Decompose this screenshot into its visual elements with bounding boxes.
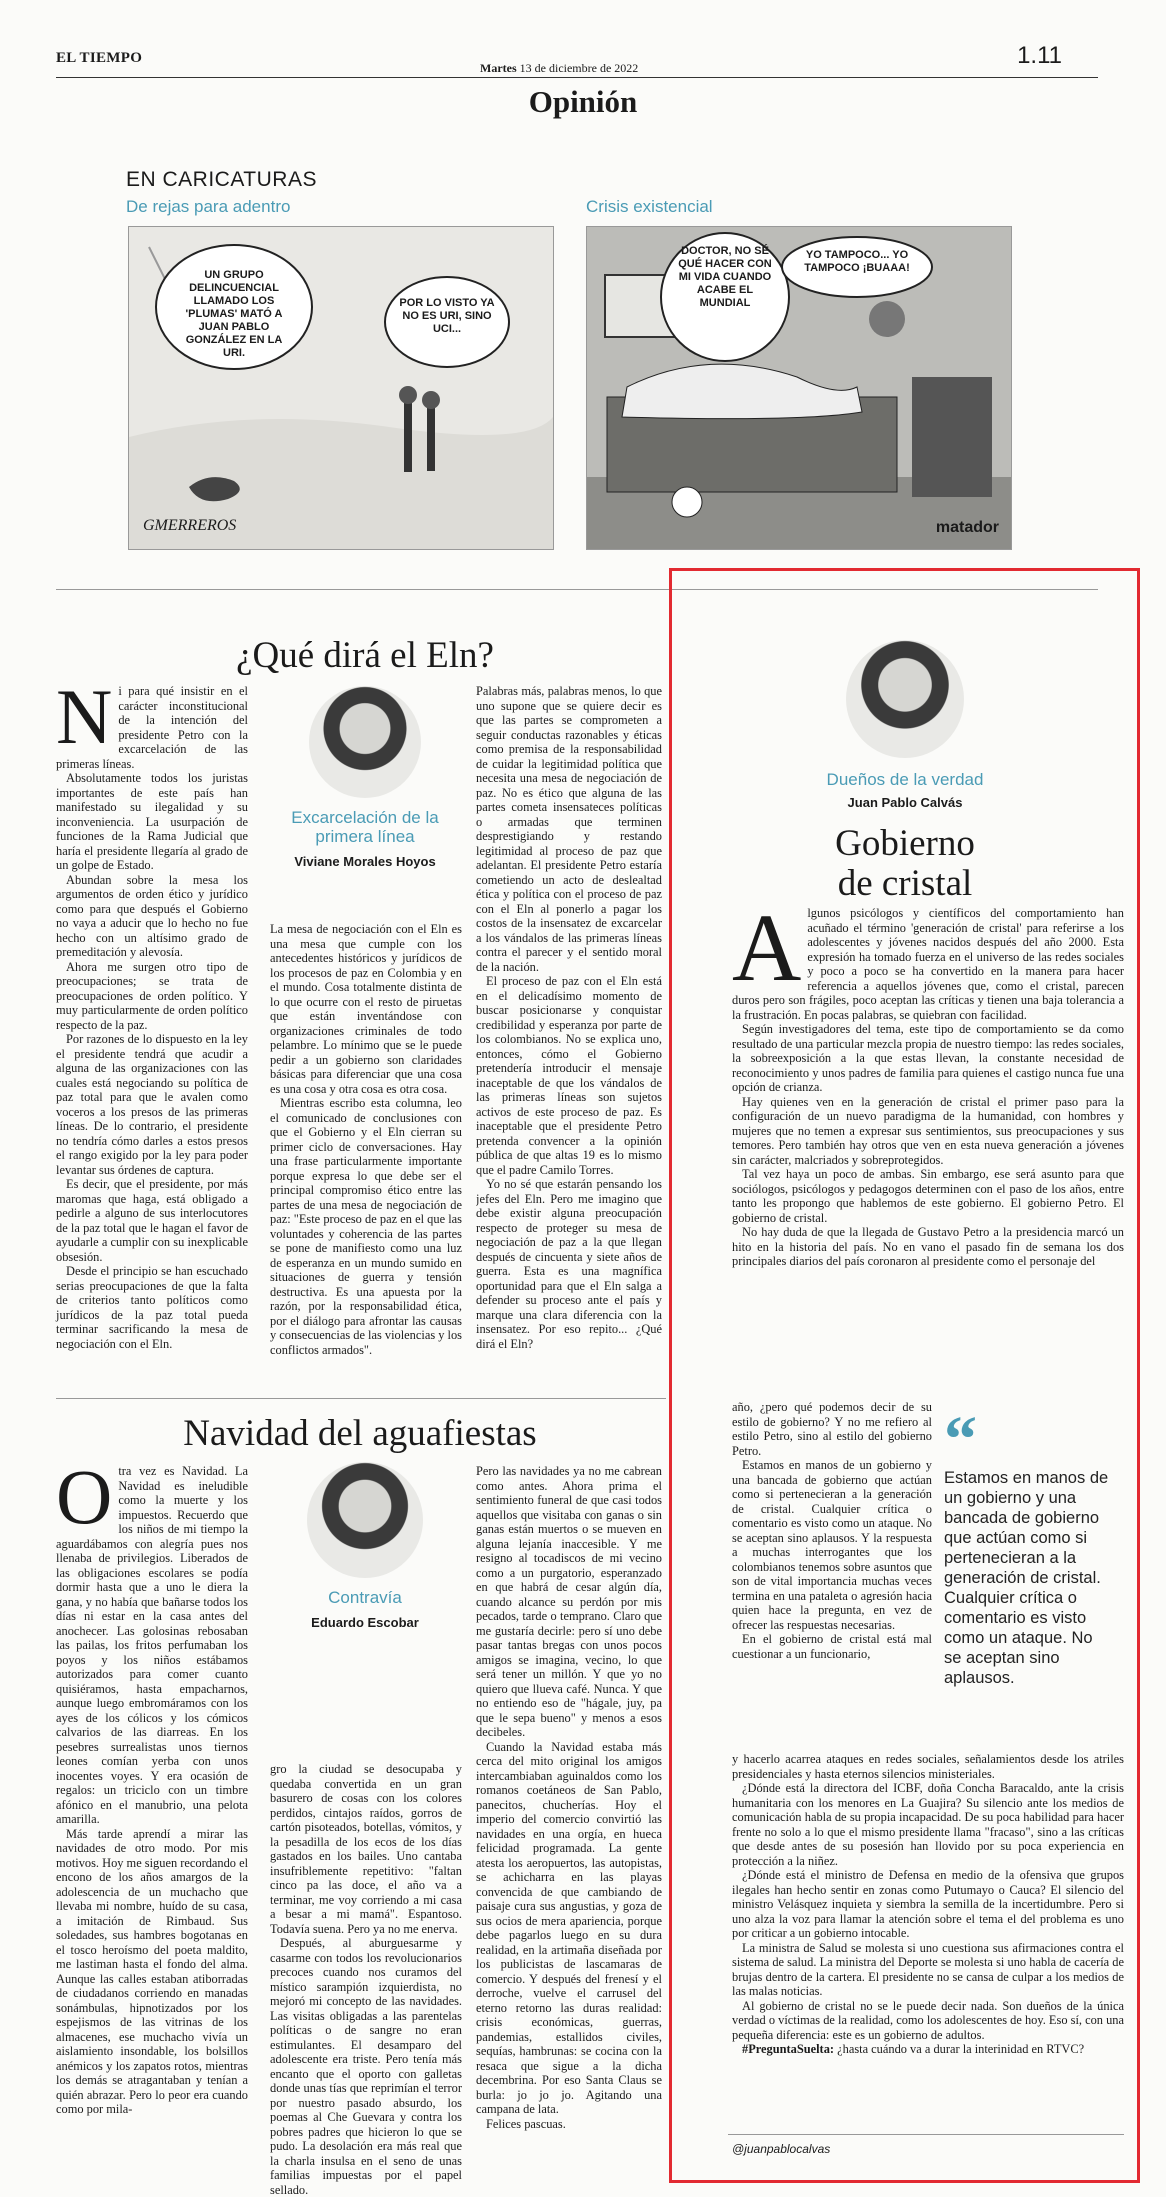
article-navidad-col1 [56, 1453, 249, 2117]
masthead-date [480, 61, 638, 76]
cartoon-left [128, 226, 554, 550]
paragraph: Es decir, que el presidente, por más maromas que haga, está obligado a pedirle a alguno de sus interlocutores de la paz total que le hagan el favor de ayudarle a cumplir con su inexplicable obsesión. [56, 1177, 248, 1264]
paragraph: i para qué insistir en el carácter inconstitucional de la intención del presidente Petro con la excarcelación de las primeras líneas. [56, 684, 248, 771]
article-navidad-col3 [476, 1464, 662, 2170]
paragraph: ¿Dónde está la directora del ICBF, doña Concha Baracaldo, ante la crisis humanitaria con los menores en La Guajira? Su silencio ante los medios de comunicación habla de su propia incapacidad. De su poca habilidad para hacer frente no solo a lo que el mismo presidente llama "fracaso", sino a las críticas que desde antes de su posesión han llovido por su poca experiencia en protección a la niñez. [732, 1781, 1124, 1868]
article-cristal-dropcap: A [732, 894, 802, 1001]
paragraph: El proceso de paz con el Eln está en el delicadísimo momento de buscar posicionarse y conquistar credibilidad y esperanza por parte de los colombianos. No se explica uno, entonces, cómo el Gobierno pretendería introducir el mensaje inaceptable de que los vándalos de las primeras líneas son sujetos activos de este proceso de paz. Es inaceptable que el presidente Petro pretenda convencer a la opinión pública de que altas 19 es lo mismo que el padre Camilo Torres. [476, 974, 662, 1177]
cartoon-left-signature: GMERREROS [143, 517, 237, 534]
section-title: Opinión [528, 84, 638, 119]
cartoon-left-bubble-2: POR LO VISTO YA NO ES URI, SINO UCI... [399, 297, 495, 335]
cartoon-right [586, 226, 1012, 550]
paragraph: Desde el principio se han escuchado serias preocupaciones de que la falta de criterios tanto políticos como jurídicos de la paz total pueda terminar sacrificando la mesa de negociación con el Eln. [56, 1264, 248, 1351]
paragraph: En el gobierno de cristal está mal cuestionar a un funcionario, [732, 1632, 932, 1661]
paragraph: No hay duda de que la llegada de Gustavo Petro a la presidencia marcó un hito en la historia del país. No en vano el pasado fin de semana los dos principales diarios del país coronaron al presidente como el personaje del [732, 1225, 1124, 1268]
paragraph: Palabras más, palabras menos, lo que uno supone que se quiere decir es que las partes se comprometen a seguir conductas razonables y éticas como premisa de la responsabilidad de cuidar la legitimidad política que necesita una mesa de negociación de paz. No es ético que alguna de las partes cometa insensateces políticas o armadas que terminen desprestigiando y restando legitimidad al proceso de paz que adelantan. El presidente Petro estaría cometiendo un acto de deslealtad ética y política con el proceso de paz con el Eln al ponerlo a pagar los costos de la insensatez de excarcelar a los vándalos de las primeras líneas contra el parecer y el sentido moral de la nación. [476, 684, 662, 974]
article-cristal-body-top [732, 894, 1124, 1269]
page-number: 1.11 [1017, 42, 1062, 69]
cartoon-left-bubble-1: UN GRUPO DELINCUENCIAL LLAMADO LOS 'PLUMAS' MATÓ A JUAN PABLO GONZÁLEZ EN LA URI. [185, 269, 283, 359]
article-navidad-author-block [272, 1462, 458, 1630]
cartoon-left-title: De rejas para adentro [126, 197, 291, 216]
article-divider [56, 1398, 666, 1399]
cartoon-right-title: Crisis existencial [586, 197, 713, 216]
article-eln-column-name: Excarcelación de la primera línea [291, 808, 439, 846]
paragraph: lgunos psicólogos y científicos del comportamiento han acuñado el término 'generación de cristal' para referirse a los adolescentes y jóvenes nacidos después del año 2000. Esta expresión ha tomado fuerza en el universo de las redes sociales y poco a poco se ha convertido en la manera para hacer referencia a aquellos jóvenes que, como el cristal, parecen duros pero son frágiles, poco aceptan las críticas y tienen una baja tolerancia a la frustración. En pocas palabras, se quiebran con facilidad. [732, 906, 1124, 1022]
paragraph: La ministra de Salud se molesta si uno cuestiona sus afirmaciones contra el sistema de salud. La ministra del Deporte se molesta si uno habla de cacería de brujas dentro de la cartera. El presidente no se cansa de culpar a los medios de las malas noticias. [732, 1940, 1124, 1998]
article-cristal-body-bottom [732, 1752, 1124, 2057]
article-cristal-body-narrow [732, 1400, 932, 1661]
closing-question: ¿hasta cuándo va a durar la interinidad en RTVC? [837, 2042, 1085, 2056]
paragraph: La mesa de negociación con el Eln es una mesa que cumple con los antecedentes históricos y jurídicos de los procesos de paz en Colombia y en el mundo. Cosa totalmente distinta de lo que ocurre con el resto de piruetas que están inventándose con organizaciones criminales de todo pelambre. Lo mínimo que se le puede pedir a un gobierno son claridades básicas para diferenciar que una cosa es una cosa y otra cosa es otra cosa. [270, 922, 462, 1096]
paragraph: Hay quienes ven en la generación de cristal el primer paso para la configuración de un nuevo paradigma de la humanidad, con hombres y mujeres que no temen a expresar sus sentimientos, sus preocupaciones y sus temores. Pero también hay otros que ven en esta nueva generación a jóvenes sin carácter, malcriados y sobreprotegidos. [732, 1094, 1124, 1167]
handle-divider [728, 2134, 1124, 2135]
article-cristal-title-line1: Gobierno [835, 823, 975, 864]
article-cristal-column-name: Dueños de la verdad [826, 770, 984, 789]
article-eln-title: ¿Qué dirá el Eln? [236, 635, 494, 676]
paragraph: Estamos en manos de un gobierno y una bancada de gobierno que actúan como si pertenecieran a la generación de cristal. Cualquier crítica o comentario es visto como un ataque. No se aceptan sino aplausos. Y la respuesta a muchas interrogantes que los colombianos tenemos sobre asuntos que son de vital importancia muchas veces termina en una pataleta o agresión hacia quien hace la pregunta, en vez de ofrecer las respuestas necesarias. [732, 1458, 932, 1632]
article-eln-dropcap: N [56, 673, 113, 760]
paragraph: Abundan sobre la mesa los argumentos de orden ético y jurídico como para que después el Gobierno no vaya a aducir que lo hecho no fue hecho con un altísimo grado de premeditación y alevosía. [56, 872, 248, 959]
article-navidad-author: Eduardo Escobar [311, 1615, 419, 1630]
paragraph: y hacerlo acarrea ataques en redes sociales, señalamientos desde los atriles presidenciales y hasta eternos silencios ministeriales. [732, 1752, 1124, 1781]
closing-paragraph [732, 2042, 1124, 2057]
article-cristal-title-line2: de cristal [837, 863, 973, 904]
article-navidad-column-name: Contravía [328, 1588, 402, 1607]
hashtag: #PreguntaSuelta: [742, 2042, 835, 2056]
caricaturas-kicker: EN CARICATURAS [126, 168, 317, 191]
paragraph: Yo no sé que estarán pensando los jefes del Eln. Pero me imagino que debe existir alguna preocupación respecto de proteger su mesa de negociación de paz a la que llegan después de cincuenta y siete años de guerra. Esta es una magnífica oportunidad para que el Eln salga a defender su proceso ante el país y marque una clara diferencia con la insensatez. Por eso repito... ¿Qué dirá el Eln? [476, 1177, 662, 1351]
cartoon-right-bubble-2: YO TAMPOCO... YO TAMPOCO ¡BUAAA! [804, 249, 910, 274]
article-eln-col1 [56, 673, 248, 1351]
pull-quote-text: Estamos en manos de un gobierno y una bancada de gobierno que actúan como si pertenecieran a la generación de cristal. Cualquier crítica o comentario es visto como un ataque. No se aceptan sino aplausos. [944, 1469, 1109, 1687]
author-handle: @juanpablocalvas [732, 2142, 831, 2156]
article-cristal-author-block [700, 640, 1110, 810]
paragraph: Felices pascuas. [486, 2116, 566, 2131]
cartoon-right-drawing [587, 227, 1011, 549]
paragraph: año, ¿pero qué podemos decir de su estilo de gobierno? Y no me refiero al estilo Petro, sino al estilo del gobierno Petro. [732, 1400, 932, 1458]
quote-mark-icon: “ [944, 1403, 977, 1476]
paragraph: Absolutamente todos los juristas importantes de este país han manifestado su ilegalidad y su inconveniencia. La usurpación de funciones de la Rama Judicial que haría el presidente llegaría al grado de un golpe de Estado. [56, 771, 248, 872]
paragraph: gro la ciudad se desocupaba y quedaba convertida en un gran basurero de cosas con los colores perdidos, cintajos raídos, gorros de cartón pisoteados, botellas, vómitos, y la pesadilla de los ecos de los días gastados en los bailes. Uno cantaba insufriblemente repetitivo: "faltan cinco pa las doce, el año va a terminar, me voy corriendo a mi casa a besar a mi mamá". Espantoso. Todavía suena. Pero ya no me enerva. [270, 1762, 462, 1936]
paragraph: Cuando la Navidad estaba más cerca del mito original los amigos intercambiaban aguinaldos como los romanos coetáneos de San Pablo, panecitos, chucherías. Hoy el imperio del comercio convirtió las navidades en una orgía, en hueca felicidad programada. La gente atesta los aeropuertos, las autopistas, se achicharra en las playas convencida de que cambiando de paisaje cura sus angustias, y goza de sus ocios de mera apariencia, porque debe pagarlos luego en su dura realidad, en la artimaña diseñada por los publicistas de lascamaras de comercio. Y después del frenesí y el derroche, vuelve el carrusel del eterno retorno las duras realidad: crisis económicas, guerras, pandemias, estallidos civiles, sequías, hambrunas: se cocina con la resaca que sigue a la dicha decembrina. Por eso Santa Claus se burla: jo jo jo. Agitando una campana de lata. [476, 1739, 662, 2116]
paragraph: Por razones de lo dispuesto en la ley el presidente tendrá que acudir a alguna de las organizaciones con las cuales está negociando su política de paz total para que le avalen como voceros a los presos de las primeras líneas. De lo contrario, el presidente no tendría cómo darles a estos presos el rango exigido por la ley para poder levantar sus órdenes de captura. [56, 1032, 248, 1177]
article-eln-col2 [270, 922, 462, 1357]
cartoon-right-bubble-1: DOCTOR, NO SÉ QUÉ HACER CON MI VIDA CUANDO ACABE EL MUNDIAL [678, 245, 772, 309]
masthead-rule [56, 77, 1098, 78]
paragraph: Ahora me surgen otro tipo de preocupaciones; se trata de preocupaciones de orden político. Y muy particularmente de orden político respecto de la paz. [56, 959, 248, 1032]
paragraph: Mientras escribo esta columna, leo el comunicado de conclusiones con que el Gobierno y el Eln cierran su primer ciclo de conversaciones. Hay una frase particularmente importante porque expresa lo que debe ser el principal compromiso ético entre las partes de una mesa de negociación de paz: "Este proceso de paz en el que las voluntades y coherencia de las partes se pone de manifiesto como una luz de esperanza en un mundo sumido en situaciones de guerra y tensión destructiva. Es una apuesta por la razón, por la responsabilidad ética, por el diálogo para afrontar las causas y consecuencias de las violencias y los conflictos armados". [270, 1096, 462, 1357]
article-eln-author-block [272, 686, 458, 869]
paragraph: ¿Dónde está el ministro de Defensa en medio de la ofensiva que grupos ilegales han hecho sentir en zonas como Putumayo o Cauca? El silencio del ministro Velásquez inquieta y siembra la semilla de la incertidumbre. Pero si uno alza la voz para llamar la atención sobre el tema el del problema es uno por criticar a un gobierno intocable. [732, 1868, 1124, 1940]
paragraph: Según investigadores del tema, este tipo de comportamiento se da como resultado de una particular mezcla propia de nuestro tiempo: las redes sociales, la sobreexposición a la que estas llevan, la constante necesidad de reconocimiento y unos padres de familia para quienes el castigo nunca fue una opción de crianza. [732, 1022, 1124, 1094]
article-navidad-title: Navidad del aguafiestas [183, 1413, 537, 1454]
paragraph: Después, al aburguesarme y casarme con todos los revolucionarios precoces cuando nos curamos del místico sarampión izquierdista, no mejoró mi concepto de las navidades. Las visitas obligadas a las parentelas políticas o de sangre no eran estimulantes. El desamparo del adolescente era triste. Pero tenía más encanto que el oporto con galletas donde unas tías que reprimían el terror por nuestro pasado absurdo, los poemas al Che Guevara y contra los pobres padres que hicieron lo que se pudo. La desolación era más real que la charla insulsa en el seno de unas familias impuestas por el papel sellado. [270, 1936, 462, 2197]
paragraph: Al gobierno de cristal no se le puede decir nada. Son dueños de la única verdad o víctimas de la realidad, como los adolescentes de hoy. Eso sí, con una pequeña diferencia: este es un gobierno de adultos. [732, 1998, 1124, 2042]
author-portrait-eduardo [307, 1462, 423, 1578]
article-eln-author: Viviane Morales Hoyos [294, 854, 436, 869]
cartoon-right-signature: matador [935, 519, 999, 536]
author-portrait-viviane [309, 686, 421, 798]
paragraph: Tal vez haya un poco de ambas. Sin embargo, ese será asunto para que sociólogos, psicólogos y pedagogos determinen con el paso de los años, entre tanto les propongo que hablemos de este gobierno. El gobierno Petro. El gobierno de cristal. [732, 1167, 1124, 1225]
paragraph: Pero las navidades ya no me cabrean como antes. Ahora prima el sentimiento funeral de que casi todos aquellos que visitaba con ganas o sin ganas están muertos o se mueven en alguna lejanía inaccesible. Y me resigno al tocadiscos de mi vecino como a un purgatorio, esperanzado en que habrá de cesar algún día, cuando alcance su perdón por mis pecados, tarde o temprano. Claro que me gustaría decirle: pero sí uno debe pasar tantas bregas con unos pocos amigos se imagina, vecino, lo que será tener un millón. Y que yo no quiero que llueva café. Nunca. Y que no entiendo eso de "hágale, juy, pa que le sepa bueno" y menos a esos decibeles. [476, 1464, 662, 1739]
author-portrait-juan-pablo [846, 640, 964, 758]
article-navidad-col2 [270, 1762, 462, 2197]
paragraph: tra vez es Navidad. La Navidad es ineludible como la muerte y los impuestos. Recuerdo que los niños de mi tiempo la aguardábamos con alegría pues nos llenaba de privilegios. Liberados de las obligaciones escolares se podía dormir hasta que a uno le diera la gana, y no había que bañarse todos los días ni estar en la casa antes del anochecer. Las golosinas rebosaban las pailas, los fritos perfumaban los poyos y los niños estábamos autorizados para comer cuanto quisiéramos, hasta empacharnos, aunque luego embromáramos con los ayes de los cólicos y los cómicos calvarios de las diarreas. En los pesebres surrealistas unos tiernos leones comían yerba con unos inocentes voyes. Y era ocasión de regalos: un triciclo con un timbre afónico en el manubrio, una pelota amarilla. [56, 1464, 248, 1826]
paragraph: Más tarde aprendí a mirar las navidades de otro modo. Por mis motivos. Hoy me siguen recordando el encono de los años amargos de la adolescencia de un muchacho que llevaba mi nombre, huído de su casa, a imitación de Rimbaud. Sus soledades, sus hambres bogotanas en el tosco heroísmo del poeta maldito, me lastiman hasta el fondo del alma. Aunque las calles estaban atiborradas de ciudadanos corriendo en manadas sonámbulas, hipnotizados por los espejismos de las vitrinas de los almacenes, ese muchacho vivía un aislamiento insondable, los bolsillos anémicos y los zapatos rotos, mientras los demás se atragantaban y tenían a quién abrazar. Pero lo peor era cuando como por mila- [56, 1826, 249, 2116]
article-cristal-author: Juan Pablo Calvás [847, 795, 963, 810]
masthead-date-text: 13 de diciembre de 2022 [519, 61, 639, 75]
masthead-logo: EL TIEMPO [56, 50, 143, 66]
article-cristal-title [700, 824, 1110, 904]
article-eln-col3 [476, 684, 662, 1386]
pull-quote [944, 1403, 1114, 1688]
masthead-day: Martes [480, 61, 517, 75]
article-navidad-dropcap: O [56, 1453, 113, 1540]
